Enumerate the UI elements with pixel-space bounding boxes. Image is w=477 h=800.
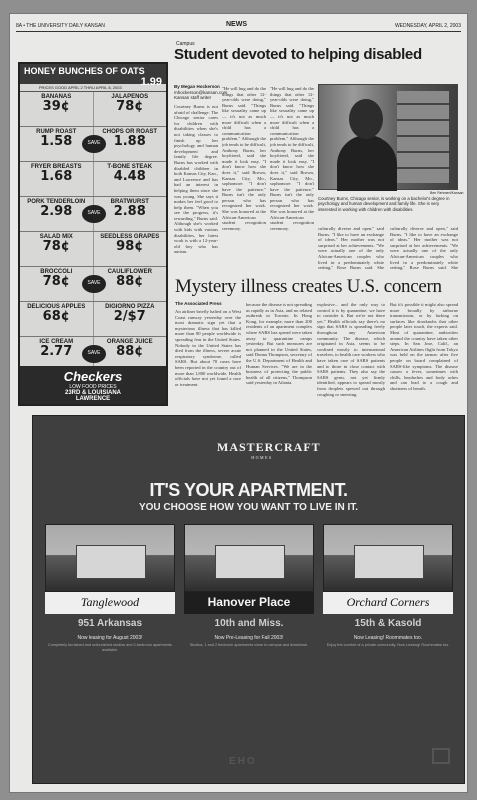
- grocery-item-price: 78¢: [116, 99, 144, 114]
- property-name: Orchard Corners: [323, 592, 453, 614]
- property-address: 10th and Miss.: [214, 618, 284, 629]
- ad-headline: IT'S YOUR APARTMENT.: [149, 480, 348, 500]
- store-city: LAWRENCE: [75, 396, 111, 402]
- grocery-ad-cell: [93, 162, 167, 196]
- grocery-item-price: 2.98: [40, 204, 73, 219]
- newspaper-page: [10, 14, 467, 792]
- property-details: Enjoy the comfort of a private community. Now Leasing! Roommates too.: [326, 643, 450, 647]
- story2-column: But it's possible it might also spread more broadly by airborne transmission, or by lurking on surfaces like doorknobs that other people later touch, the experts said. Most of quarantine, authorities around the country have taken other steps. In San Jose, Calif., an American Airlines flight from Tokyo was held on the tarmac after five people on board complained of SARS-like symptoms. The disease causes a fever, sometimes with chills, headaches and body aches and can lead to a cough and shortness of breath.: [390, 302, 458, 391]
- grocery-ad-top-item: HONEY BUNCHES OF OATS: [24, 66, 145, 76]
- photo-subject-body: [337, 135, 397, 191]
- page-header: [16, 20, 461, 32]
- store-slogan: LOW FOOD PRICES: [69, 384, 117, 390]
- grocery-item-name: BANANAS: [41, 94, 72, 100]
- byline-email: mhockerson@kansan.com: [174, 89, 228, 95]
- building-shape: [354, 545, 424, 579]
- grocery-ad-row: [20, 92, 166, 127]
- story-kicker: Campus: [176, 41, 195, 47]
- story-headline: Student devoted to helping disabled: [174, 46, 422, 63]
- grocery-item-price: 1.68: [40, 169, 73, 184]
- byline-role: Kansan staff writer: [174, 95, 212, 100]
- save-burst: SAVE: [82, 205, 106, 223]
- grocery-ad-cell: [20, 232, 93, 266]
- grocery-item-name: T-BONE STEAK: [107, 164, 153, 170]
- story2-headline: Mystery illness creates U.S. concern: [175, 276, 442, 297]
- grocery-item-name: RUMP ROAST: [36, 129, 77, 135]
- logo-text: MASTERCRAFT: [217, 440, 321, 454]
- photo-caption: Courtney Burns, Chicago senior, is working on a bachelor's degree in psychology and human development and family life. She is very interested in working with children with disabilities.: [318, 196, 450, 212]
- grocery-ad-dates: PRICES GOOD APRIL 2 THRU APRIL 8, 2003: [20, 84, 166, 92]
- grocery-item-price: 2.77: [40, 344, 73, 359]
- property-address: 15th & Kasold: [354, 618, 422, 629]
- grocery-item-name: BRATWURST: [110, 199, 149, 205]
- grocery-item-price: 88¢: [116, 274, 144, 289]
- grocery-ad-row: [20, 302, 166, 337]
- grocery-ad-cell: [20, 162, 93, 196]
- property-photo: [323, 524, 453, 592]
- grocery-item-name: JALAPENOS: [111, 94, 149, 100]
- grocery-item-price: 2.88: [113, 204, 146, 219]
- property-photo: [184, 524, 314, 592]
- grocery-item-price: 78¢: [42, 239, 70, 254]
- grocery-item-price: 4.48: [113, 169, 146, 184]
- grocery-ad-cell: [93, 232, 167, 266]
- story2-column: An airliner briefly halted on a West Coast runway yesterday over the most dramatic sign yet that a mysterious illness that has killed more than 80 people worldwide is spreading fear in the United States. Nobody in the United States has died from the illness, severe acute respiratory syndrome, called SARS. But about 70 cases have been reported in the country out of more than 1,800 worldwide. Health officials have not yet found a cure or treatment.: [175, 309, 241, 387]
- section-name: NEWS: [226, 21, 247, 28]
- property-tanglewood: [45, 524, 175, 654]
- property-photo: [45, 524, 175, 592]
- mastercraft-logo: [217, 440, 321, 466]
- photo-subject-face: [349, 99, 383, 139]
- grocery-item-price: 1.58: [40, 134, 73, 149]
- grocery-ad-footer: [20, 366, 166, 404]
- grocery-item-name: ICE CREAM: [39, 339, 74, 345]
- grocery-item-price: 88¢: [116, 344, 144, 359]
- store-name: Checkers: [63, 369, 123, 384]
- property-address: 951 Arkansas: [77, 618, 143, 629]
- grocery-ad-cell: [20, 92, 93, 126]
- building-shape: [215, 545, 285, 579]
- photo-bookshelf: [397, 91, 449, 183]
- grocery-item-name: SALAD MIX: [39, 234, 73, 240]
- story2-byline: The Associated Press: [175, 301, 222, 306]
- page-date: WEDNESDAY, APRIL 2, 2003: [394, 23, 461, 29]
- page-folio: 8A • THE UNIVERSITY DAILY KANSAN: [16, 23, 105, 29]
- save-burst: SAVE: [82, 275, 106, 293]
- grocery-ad-row: [20, 127, 166, 162]
- story-column: "He will hug and do the things that other 12-year-olds were doing," Burns said. "Things like sexuality came up — it's not as much more difficult when a child has a communication problem." Although the job tends to be difficult, Anthony Burns, her boyfriend, said she made it look easy. "I don't know how she does it," said Brown, Kansas City, Mo., sophomore. "I don't have the patience." Burns isn't the only person who has recognized her work. She was honored at the African-American student recognition ceremony.: [270, 86, 314, 231]
- property-details: Studios, 1 and 2 bedroom apartments close to campus and downtown.: [189, 643, 309, 647]
- story-column: culturally diverse and open," said Burns. "I like to have an exchange of ideas." Her mother was not surprised at her achievements. "We were actually one of the only African-American couples who lived in a predominately white setting," Rose Burns said. She: [318, 226, 384, 271]
- property-name: Tanglewood: [45, 592, 175, 614]
- grocery-ad-rows: [20, 92, 166, 372]
- grocery-item-name: DELICIOUS APPLES: [27, 304, 86, 310]
- property-lease: Now leasing for August 2003!: [77, 635, 143, 641]
- grocery-item-name: FRYER BREASTS: [31, 164, 82, 170]
- photo-credit: Ben Rehmert/Kansan: [430, 191, 464, 195]
- grocery-item-name: CAULIFLOWER: [107, 269, 152, 275]
- property-hanover-place: [184, 524, 314, 654]
- story2-column: because the disease is not spreading as rapidly as in Asia, and no related outbreak in Toronto. In Hong Kong, for example, more than 200 residents of an apartment complex where SARS has spread were taken away to quarantine camps yesterday. But such measures are not planned in the United States, said Donna Thompson, secretary of the U.S. Department of Health and Human Services. "We are in the business of protecting the public health of all citizens," Thompson said yesterday in Atlanta.: [246, 302, 312, 386]
- building-shape: [76, 545, 146, 579]
- grocery-item-price: 1.88: [113, 134, 146, 149]
- property-lease: Now Pre-Leasing for Fall 2003!: [214, 635, 284, 641]
- store-address: 23RD & LOUISIANA: [64, 390, 121, 396]
- save-burst: SAVE: [82, 345, 106, 363]
- equal-housing-icon: [432, 748, 450, 764]
- grocery-item-name: CHOPS OR ROAST: [102, 129, 158, 135]
- story2-column: explosive... and the only way to control it is by quarantine, we have to consider it. But we're not there yet." Health officials say there's no sign that SARS is spreading freely throughout any American community. The disease, which originated in Asia, seems to be confined mostly to international travelers, to health care workers who have taken care of SARS patients and to those in close contact with SARS patients. They also say the SARS germ, not yet firmly identified, appears to spread mostly from droplets spewed out through coughing or sneezing.: [317, 302, 385, 397]
- ad-subhead: YOU CHOOSE HOW YOU WANT TO LIVE IN IT.: [138, 502, 359, 513]
- grocery-ad-row: [20, 232, 166, 267]
- grocery-ad: [18, 62, 168, 406]
- eho-label: EHO: [229, 756, 257, 767]
- grocery-item-name: SEEDLESS GRAPES: [100, 234, 160, 240]
- story-photo: [318, 84, 458, 190]
- grocery-ad-row: [20, 267, 166, 302]
- grocery-item-name: PORK TENDERLOIN: [27, 199, 86, 205]
- grocery-ad-top-price: 1.99: [140, 76, 162, 88]
- property-lease: Now Leasing! Roommates too.: [353, 635, 423, 641]
- grocery-ad-row: [20, 162, 166, 197]
- story-column: "He will hug and do the things that other 12-year-olds were doing," Burns said. "Things like sexuality came up — it's not as much more difficult when a child has a communication problem." Although the job tends to be difficult, Anthony Burns, her boyfriend, said she made it look easy. "I don't know how she does it," said Brown, Kansas City, Mo., sophomore. "I don't have the patience." Burns isn't the only person who has recognized her work. She was honored at the African-American student recognition ceremony.: [222, 86, 266, 231]
- grocery-ad-row: [20, 197, 166, 232]
- grocery-item-price: 39¢: [42, 99, 70, 114]
- story-column: Courtney Burns is not afraid of challenge. The Chicago senior cares for children with disabilities when she's not taking classes to finish up her psychology and human development and family life degree. Burns has worked with disabled children in both Kansas City, Kan., and Lawrence and has had an interest in helping them since she was young. She says it makes her feel good to help them. "When you see the progress, it's rewarding," Burns said. Although she's worked with kids with various disabilities, her latest work is with a 12-year-old boy who has autism.: [174, 104, 218, 255]
- property-details: Completely furnished and unfurnished studios and 2-bedroom apartments available.: [48, 643, 172, 652]
- grocery-item-price: 98¢: [116, 239, 144, 254]
- grocery-item-price: 2/$7: [113, 309, 146, 324]
- property-orchard-corners: [323, 524, 453, 654]
- grocery-ad-cell: [93, 92, 167, 126]
- byline-name: By Megan Hockerson: [174, 84, 220, 89]
- grocery-ad-cell: [93, 302, 167, 336]
- grocery-item-name: BROCCOLI: [40, 269, 73, 275]
- story-column: culturally diverse and open," said Burns. "I like to have an exchange of ideas." Her mother was not surprised at her achievements. "We were actually one of the only African-American couples who lived in a predominately white setting," Rose Burns said. She: [390, 226, 458, 271]
- grocery-item-price: 68¢: [42, 309, 70, 324]
- grocery-item-name: DIGIORNO PIZZA: [105, 304, 155, 310]
- grocery-item-price: 78¢: [42, 274, 70, 289]
- apartment-ad: [32, 415, 465, 784]
- property-name: Hanover Place: [184, 592, 314, 614]
- story-byline: [174, 84, 227, 101]
- grocery-ad-cell: [20, 302, 93, 336]
- logo-tag: HOMES: [251, 455, 273, 460]
- save-burst: SAVE: [82, 135, 106, 153]
- grocery-item-name: ORANGE JUICE: [106, 339, 153, 345]
